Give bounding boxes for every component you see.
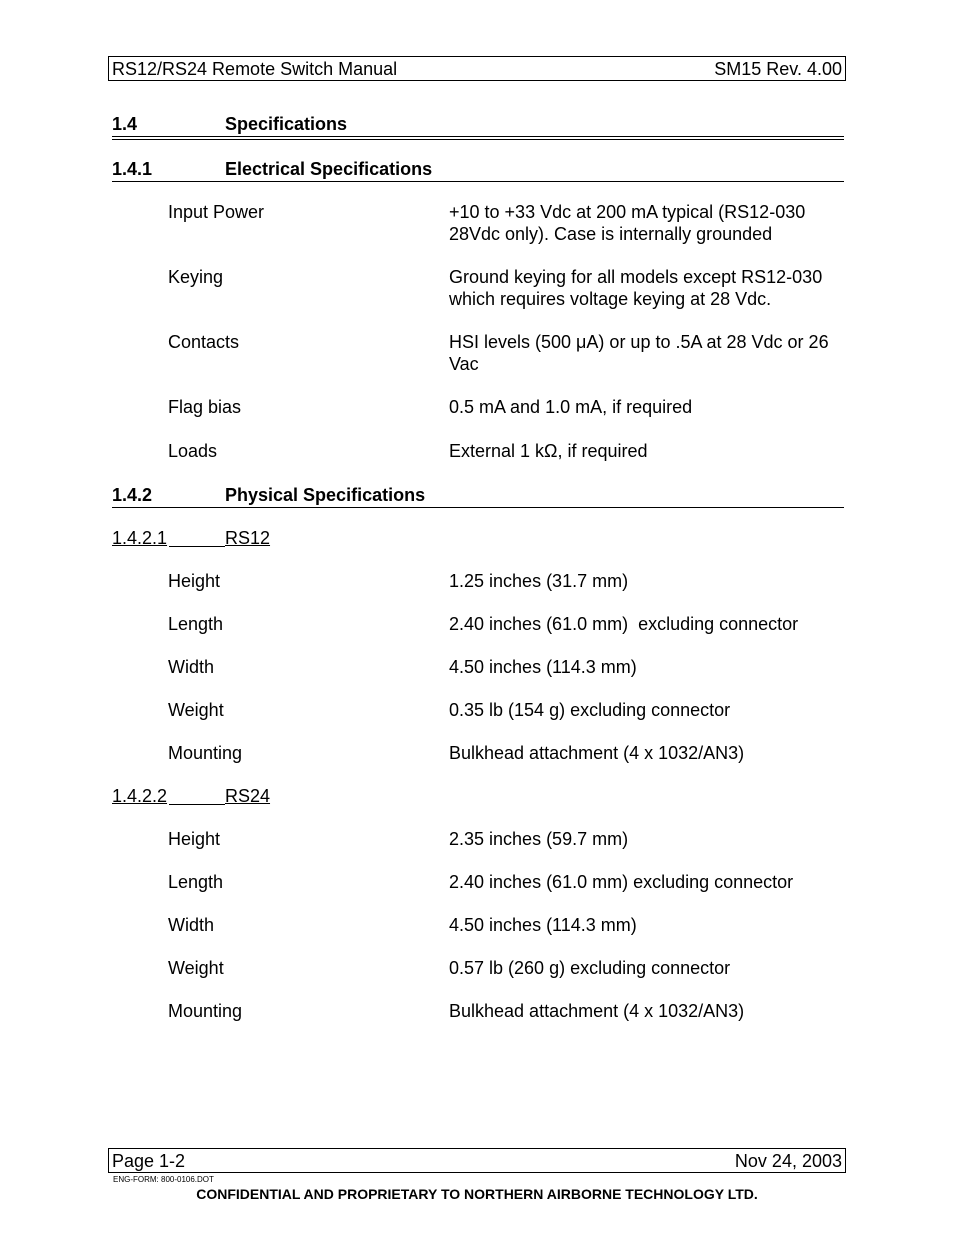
underline-gap bbox=[169, 546, 225, 547]
spec-value: 0.5 mA and 1.0 mA, if required bbox=[449, 397, 693, 417]
spec-label: Width bbox=[168, 915, 215, 935]
confidential-notice: CONFIDENTIAL AND PROPRIETARY TO NORTHERN AIRBORNE TECHNOLOGY LTD. bbox=[196, 1186, 758, 1202]
spec-value: 2.40 inches (61.0 mm) excluding connector bbox=[449, 614, 799, 634]
spec-label: Width bbox=[168, 657, 215, 677]
spec-value: HSI levels (500 μA) or up to .5A at 28 Vdc or 26 Vac bbox=[449, 332, 829, 374]
subsubsection-title: RS12 bbox=[225, 528, 271, 548]
spec-value: 4.50 inches (114.3 mm) bbox=[449, 915, 637, 935]
spec-value: 2.35 inches (59.7 mm) bbox=[449, 829, 629, 849]
section-rule-top bbox=[112, 136, 844, 137]
subsection-number: 1.4.1 bbox=[112, 159, 153, 179]
section-number: 1.4 bbox=[112, 114, 138, 134]
underline-gap bbox=[169, 804, 225, 805]
spec-value: External 1 kΩ, if required bbox=[449, 441, 648, 461]
spec-label: Mounting bbox=[168, 743, 243, 763]
spec-label: Loads bbox=[168, 441, 218, 461]
spec-value: +10 to +33 Vdc at 200 mA typical (RS12-030 28Vdc only). Case is internally grounded bbox=[449, 202, 806, 244]
spec-value: 0.35 lb (154 g) excluding connector bbox=[449, 700, 731, 720]
section-title: Specifications bbox=[225, 114, 348, 134]
subsection-rule bbox=[112, 181, 844, 182]
spec-value: 2.40 inches (61.0 mm) excluding connector bbox=[449, 872, 794, 892]
spec-value: 4.50 inches (114.3 mm) bbox=[449, 657, 637, 677]
subsubsection-number: 1.4.2.1 bbox=[112, 528, 168, 548]
spec-label: Contacts bbox=[168, 332, 240, 352]
spec-label: Length bbox=[168, 872, 224, 892]
subsubsection-number: 1.4.2.2 bbox=[112, 786, 168, 806]
spec-label: Weight bbox=[168, 700, 224, 720]
spec-label: Weight bbox=[168, 958, 224, 978]
subsection-rule bbox=[112, 507, 844, 508]
page-header bbox=[108, 56, 846, 81]
spec-value: Bulkhead attachment (4 x 1032/AN3) bbox=[449, 743, 745, 763]
spec-label: Height bbox=[168, 829, 221, 849]
form-id: ENG-FORM: 800-0106.DOT bbox=[113, 1175, 214, 1184]
spec-value: 0.57 lb (260 g) excluding connector bbox=[449, 958, 731, 978]
subsection-title: Electrical Specifications bbox=[225, 159, 433, 179]
spec-value: Ground keying for all models except RS12-030 which requires voltage keying at 28 Vdc. bbox=[449, 267, 823, 309]
spec-label: Height bbox=[168, 571, 221, 591]
manual-title: RS12/RS24 Remote Switch Manual bbox=[112, 59, 398, 79]
spec-label: Keying bbox=[168, 267, 224, 287]
page-footer bbox=[108, 1148, 846, 1173]
page-number: Page 1-2 bbox=[112, 1151, 186, 1171]
document-revision: SM15 Rev. 4.00 bbox=[714, 59, 842, 79]
spec-label: Input Power bbox=[168, 202, 265, 222]
subsubsection-title: RS24 bbox=[225, 786, 271, 806]
footer-date: Nov 24, 2003 bbox=[734, 1151, 842, 1171]
spec-label: Mounting bbox=[168, 1001, 243, 1021]
spec-label: Length bbox=[168, 614, 224, 634]
subsection-title: Physical Specifications bbox=[225, 485, 426, 505]
subsection-number: 1.4.2 bbox=[112, 485, 153, 505]
spec-value: Bulkhead attachment (4 x 1032/AN3) bbox=[449, 1001, 745, 1021]
spec-label: Flag bias bbox=[168, 397, 242, 417]
spec-value: 1.25 inches (31.7 mm) bbox=[449, 571, 629, 591]
section-rule-bottom bbox=[112, 139, 844, 140]
